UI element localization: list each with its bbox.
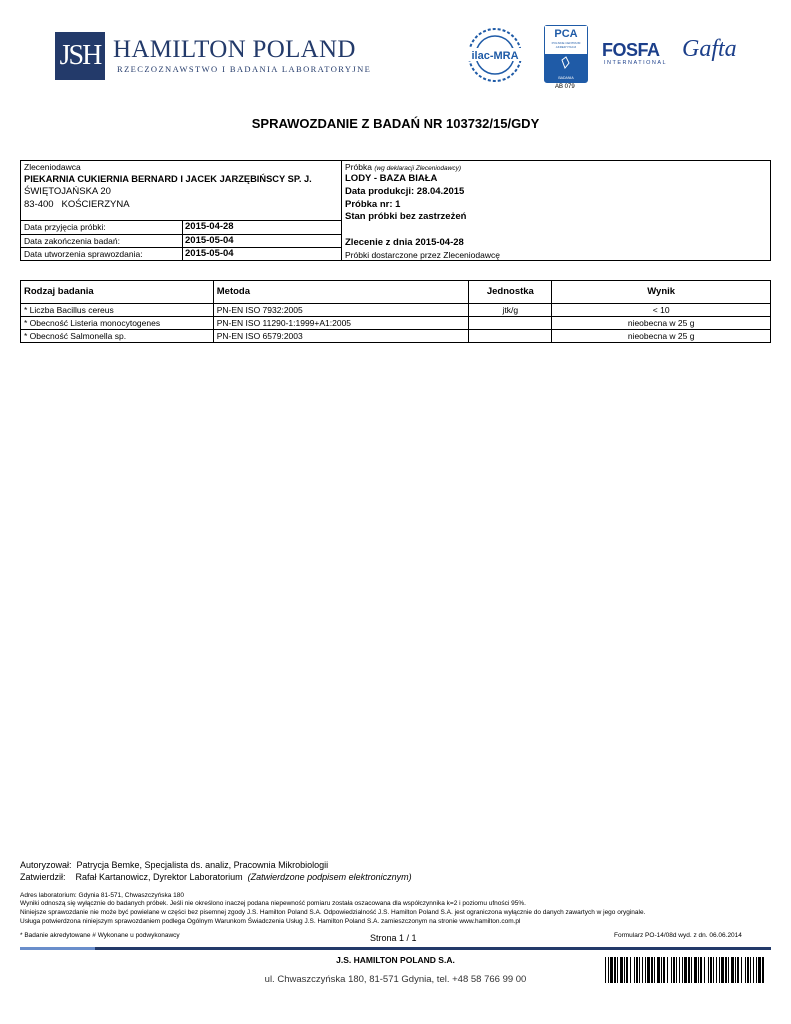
- test-unit: [469, 330, 552, 343]
- barcode-bar: [741, 957, 742, 983]
- brand-subtitle: RZECZOZNAWSTWO I BADANIA LABORATORYJNE: [117, 64, 372, 74]
- test-method: PN-EN ISO 7932:2005: [213, 304, 469, 317]
- logo-letters: JSH: [59, 40, 101, 71]
- barcode-bar: [725, 957, 727, 983]
- barcode-bar: [626, 957, 628, 983]
- barcode-bar: [721, 957, 724, 983]
- barcode-bar: [731, 957, 734, 983]
- results-table: [20, 280, 771, 343]
- disclaimer-2: Niniejsze sprawozdanie nie może być powielane w części bez pisemnej zgody J.S. Hamilton Poland S.A. Odpowiedzialność J.S. Hamilton Poland S.A. jest ograniczona wyłącznie do danych zawartych w jego oryginale.: [20, 909, 646, 916]
- date-label: Data utworzenia sprawozdania:: [24, 249, 143, 259]
- disclaimer-3: Usługa potwierdzona niniejszym sprawozdaniem podlega Ogólnym Warunkom Świadczenia Usług J.S. Hamilton Poland S.A. zamieszczonym na stronie www.hamilton.com.pl: [20, 918, 521, 925]
- barcode-bar: [617, 957, 618, 983]
- page-number: Strona 1 / 1: [370, 933, 417, 943]
- test-method: PN-EN ISO 11290-1:1999+A1:2005: [213, 317, 469, 330]
- barcode-bar: [728, 957, 729, 983]
- pca-logo: [544, 25, 588, 83]
- date-label: Data przyjęcia próbki:: [24, 222, 106, 232]
- test-name: * Obecność Listeria monocytogenes: [21, 317, 214, 330]
- barcode-bar: [698, 957, 699, 983]
- barcode-bar: [608, 957, 609, 983]
- barcode-bar: [605, 957, 606, 983]
- test-name: * Liczba Bacillus cereus: [21, 304, 214, 317]
- barcode-bar: [636, 957, 638, 983]
- barcode-bar: [713, 957, 714, 983]
- barcode-bar: [762, 957, 764, 983]
- client-label: Zleceniodawca: [24, 162, 81, 172]
- barcode-bar: [634, 957, 635, 983]
- barcode-bar: [691, 957, 692, 983]
- barcode-bar: [716, 957, 717, 983]
- barcode-bar: [610, 957, 613, 983]
- barcode-bar: [753, 957, 754, 983]
- sample-name: LODY - BAZA BIAŁA: [345, 173, 438, 184]
- order-date: Zlecenie z dnia 2015-04-28: [345, 237, 464, 248]
- barcode-bar: [684, 957, 687, 983]
- company-logo: [55, 32, 105, 80]
- barcode-bar: [651, 957, 653, 983]
- barcode-bar: [671, 957, 672, 983]
- pca-emblem-icon: [545, 54, 587, 74]
- barcode-bar: [642, 957, 643, 983]
- date-value: 2015-05-04: [185, 235, 234, 246]
- barcode-bar: [661, 957, 662, 983]
- barcode-bar: [747, 957, 749, 983]
- form-number: Formularz PO-14/08d wyd. z dn. 06.06.2014: [614, 932, 742, 939]
- test-method: PN-EN ISO 6579:2003: [213, 330, 469, 343]
- barcode-bar: [710, 957, 712, 983]
- barcode-bar: [663, 957, 665, 983]
- report-title: SPRAWOZDANIE Z BADAŃ NR 103732/15/GDY: [251, 116, 540, 131]
- authorized-by: Autoryzował: Patrycja Bemke, Specjalista ds. analiz, Pracownia Mikrobiologii: [20, 860, 329, 870]
- footer-bar: [20, 947, 771, 950]
- barcode-bar: [645, 957, 646, 983]
- table-row: [21, 304, 771, 317]
- test-unit: [469, 317, 552, 330]
- column-header: Wynik: [552, 281, 771, 304]
- gafta-logo: Gafta: [682, 36, 737, 62]
- table-row: [21, 330, 771, 343]
- barcode-bar: [758, 957, 761, 983]
- barcode-bar: [682, 957, 683, 983]
- pca-title: PCA: [554, 28, 578, 40]
- test-result: nieobecna w 25 g: [552, 317, 771, 330]
- approved-by: [20, 871, 412, 883]
- sample-label-text: Próbka: [345, 162, 372, 172]
- barcode-bar: [630, 957, 631, 983]
- pca-bottom-label: BADANIA: [558, 76, 574, 80]
- date-value: 2015-05-04: [185, 248, 234, 259]
- report-info-box: [20, 160, 771, 261]
- barcode-bar: [745, 957, 746, 983]
- column-header: Metoda: [213, 281, 469, 304]
- footer-bar-accent: [20, 947, 95, 950]
- table-header-row: [21, 281, 771, 304]
- barcode-bar: [694, 957, 697, 983]
- barcode-bar: [673, 957, 675, 983]
- barcode-bar: [750, 957, 751, 983]
- sample-label-note: (wg deklaracji Zleceniodawcy): [374, 165, 462, 172]
- barcode-bar: [737, 957, 739, 983]
- barcode-bar: [614, 957, 616, 983]
- column-header: Jednostka: [469, 281, 552, 304]
- sample-condition: Stan próbki bez zastrzeżeń: [345, 211, 467, 222]
- sample-production-date: Data produkcji: 28.04.2015: [345, 186, 465, 197]
- brand-name: HAMILTON POLAND: [113, 36, 356, 63]
- test-result: nieobecna w 25 g: [552, 330, 771, 343]
- barcode-bar: [676, 957, 677, 983]
- barcode-bar: [700, 957, 702, 983]
- date-label: Data zakończenia badań:: [24, 236, 120, 246]
- date-value: 2015-04-28: [185, 221, 234, 232]
- column-header: Rodzaj badania: [21, 281, 214, 304]
- approved-note: (Zatwierdzone podpisem elektronicznym): [247, 872, 412, 882]
- barcode-bar: [688, 957, 690, 983]
- accreditation-number: AB 079: [555, 84, 575, 90]
- barcode-bar: [654, 957, 655, 983]
- barcode-bar: [735, 957, 736, 983]
- barcode-bar: [756, 957, 757, 983]
- barcode-bar: [667, 957, 668, 983]
- lab-address: Adres laboratorium: Gdynia 81-571, Chwaszczyńska 180: [20, 892, 185, 899]
- sample-delivered: Próbki dostarczone przez Zleceniodawcę: [345, 250, 500, 260]
- table-row: [21, 317, 771, 330]
- divider: [182, 220, 183, 260]
- fosfa-logo: FOSFA: [602, 40, 660, 60]
- ilac-mra-logo: [462, 24, 528, 86]
- approved-by-text: Zatwierdził: Rafał Kartanowicz, Dyrektor Laboratorium: [20, 872, 243, 882]
- test-unit: jtk/g: [469, 304, 552, 317]
- barcode-bar: [647, 957, 650, 983]
- test-name: * Obecność Salmonella sp.: [21, 330, 214, 343]
- barcode-bar: [704, 957, 705, 983]
- barcode-bar: [657, 957, 660, 983]
- ilac-text: ilac-MRA: [471, 50, 519, 62]
- barcode-bar: [679, 957, 680, 983]
- barcode-bar: [708, 957, 709, 983]
- client-street: ŚWIĘTOJAŃSKA 20: [24, 186, 111, 197]
- client-name: PIEKARNIA CUKIERNIA BERNARD I JACEK JARZĘBIŃSCY SP. J.: [24, 174, 312, 184]
- legend-note: * Badanie akredytowane # Wykonane u podwykonawcy: [20, 932, 180, 939]
- barcode-bar: [639, 957, 640, 983]
- company-address: ul. Chwaszczyńska 180, 81-571 Gdynia, tel. +48 58 766 99 00: [264, 974, 527, 985]
- divider: [341, 161, 342, 260]
- sample-number: Próbka nr: 1: [345, 199, 401, 210]
- client-city: 83-400 KOŚCIERZYNA: [24, 199, 130, 210]
- barcode: [605, 957, 765, 983]
- pca-subtitle: POLSKIE CENTRUM AKREDYTACJI: [551, 41, 581, 49]
- barcode-bar: [624, 957, 625, 983]
- company-name: J.S. HAMILTON POLAND S.A.: [336, 955, 455, 965]
- fosfa-subtitle: INTERNATIONAL: [604, 60, 668, 66]
- barcode-bar: [719, 957, 720, 983]
- barcode-bar: [620, 957, 623, 983]
- test-result: < 10: [552, 304, 771, 317]
- disclaimer-1: Wyniki odnoszą się wyłącznie do badanych próbek. Jeśli nie określono inaczej podana niepewność pomiaru została oszacowana dla współczynnika k=2 i poziomu ufności 95%.: [20, 900, 526, 907]
